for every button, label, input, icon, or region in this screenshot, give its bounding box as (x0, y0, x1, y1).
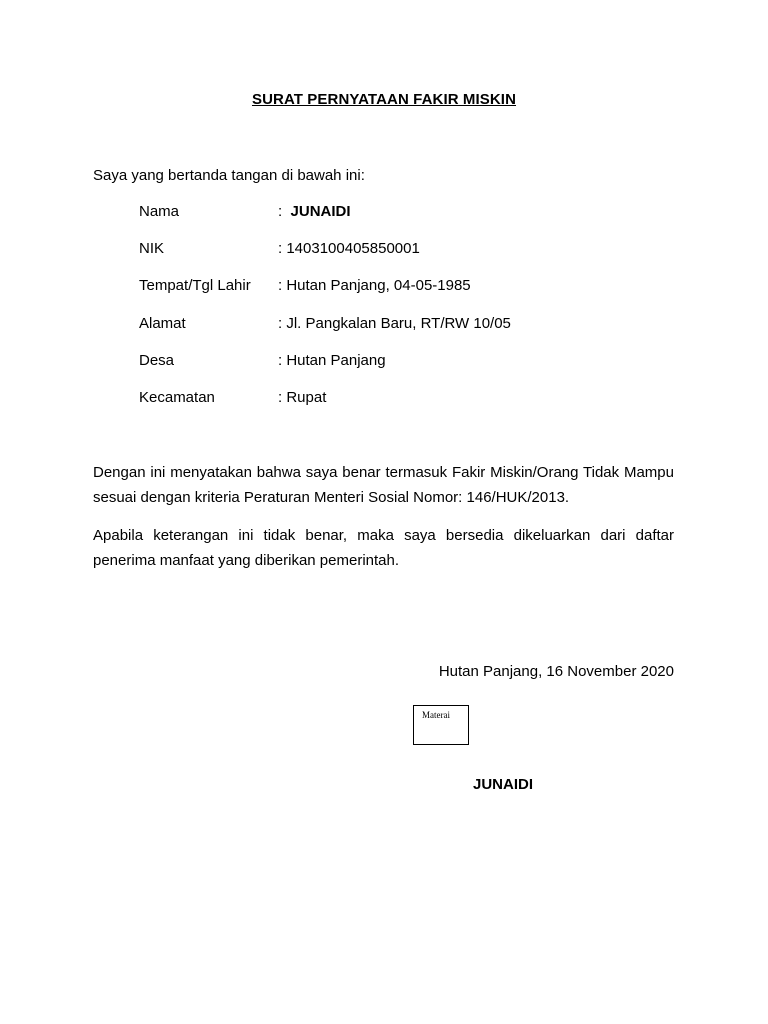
field-value-text: JUNAIDI (290, 203, 351, 220)
field-value (278, 202, 351, 222)
field-label: Nama (139, 203, 180, 220)
field-separator: : (278, 240, 287, 257)
field-value (278, 276, 471, 296)
field-value (278, 239, 420, 259)
statement-paragraph: Dengan ini menyatakan bahwa saya benar termasuk Fakir Miskin/Orang Tidak Mampu sesuai dengan kriteria Peraturan Menteri Sosial Nomor: 146/HUK/2013. (93, 464, 674, 506)
field-value-text: 1403100405850001 (286, 240, 420, 257)
field-value-text: Jl. Pangkalan Baru, RT/RW 10/05 (286, 315, 511, 332)
field-label: Tempat/Tgl Lahir (139, 277, 251, 294)
signer-name: JUNAIDI (473, 776, 534, 793)
field-separator: : (278, 315, 287, 332)
place-date: Hutan Panjang, 16 November 2020 (438, 663, 674, 680)
field-label: Kecamatan (139, 389, 215, 406)
intro-text: Saya yang bertanda tangan di bawah ini: (93, 167, 365, 184)
field-label: Alamat (139, 315, 186, 332)
field-label: Desa (139, 352, 175, 369)
field-separator: : (278, 277, 287, 294)
document-title: SURAT PERNYATAAN FAKIR MISKIN (251, 91, 517, 108)
field-separator: : (278, 203, 291, 220)
field-value-text: Rupat (286, 389, 327, 406)
field-value (278, 388, 326, 408)
consequence-paragraph: Apabila keterangan ini tidak benar, maka saya bersedia dikeluarkan dari daftar penerima manfaat yang diberikan pemerintah. (93, 527, 674, 569)
field-label: NIK (139, 240, 165, 257)
field-separator: : (278, 352, 287, 369)
field-value (278, 314, 511, 334)
stamp-box (413, 705, 469, 745)
stamp-label: Materai (422, 710, 450, 720)
field-separator: : (278, 389, 287, 406)
field-value-text: Hutan Panjang, 04-05-1985 (286, 277, 471, 294)
field-value-text: Hutan Panjang (286, 352, 386, 369)
field-value (278, 351, 386, 371)
